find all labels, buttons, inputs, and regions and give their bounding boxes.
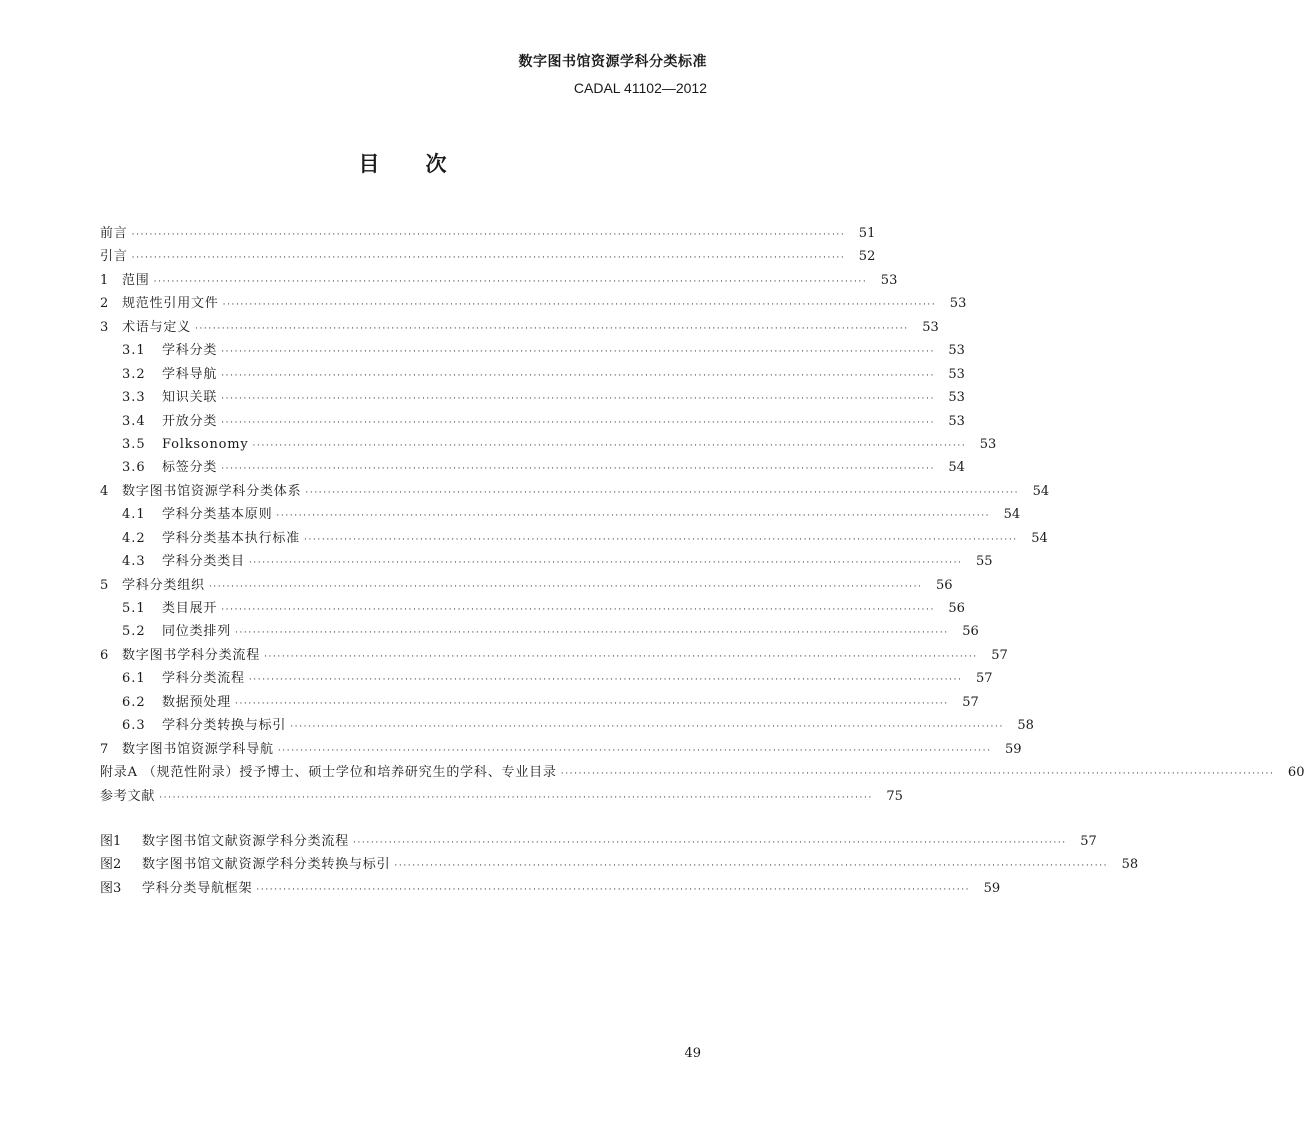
- toc-entry-number: 图1: [100, 833, 122, 849]
- dot-leader: ································································································································································: [277, 745, 992, 756]
- toc-entry-label: 数字图书馆资源学科导航: [122, 741, 274, 757]
- dot-leader: ································································································································································: [221, 370, 935, 381]
- toc-entry-page: 57: [962, 694, 979, 710]
- dot-leader: ································································································································································: [353, 837, 1067, 848]
- toc-entry[interactable]: [100, 386, 965, 409]
- toc-entry[interactable]: [100, 245, 876, 268]
- toc-entry-number: 3: [100, 319, 109, 335]
- toc-entry-page: 57: [976, 671, 993, 687]
- toc-entry-page: 54: [1032, 483, 1050, 499]
- toc-entry-page: 56: [962, 624, 979, 640]
- toc-entry-label: 标签分类: [162, 460, 218, 476]
- dot-leader: ································································································································································: [235, 698, 949, 709]
- dot-leader: ································································································································································: [256, 884, 971, 895]
- toc-entry[interactable]: [100, 527, 1048, 550]
- toc-entry-page: 55: [976, 554, 993, 570]
- toc-entry-label: 开放分类: [162, 413, 218, 429]
- dot-leader: ································································································································································: [560, 769, 1275, 780]
- toc-entry-page: 53: [948, 390, 965, 406]
- dot-leader: ································································································································································: [304, 534, 1018, 545]
- toc-entry-label: 同位类排列: [162, 624, 232, 640]
- dot-leader: ································································································································································: [131, 230, 846, 240]
- toc-entry-label: 数据预处理: [162, 694, 232, 710]
- toc-entry-page: 53: [922, 319, 939, 335]
- toc-entry[interactable]: [100, 644, 1008, 667]
- toc-entry-page: 52: [858, 249, 876, 265]
- toc-entry-label: 参考文献: [100, 788, 156, 804]
- toc-entry-number: 7: [100, 741, 109, 757]
- toc-entry-number: 6.3: [122, 718, 146, 734]
- toc-sections: [100, 222, 1304, 808]
- dot-leader: ································································································································································: [235, 628, 949, 639]
- toc-entry-label: 类目展开: [162, 601, 218, 616]
- toc-entry-label: 数字图书学科分类流程: [122, 647, 261, 663]
- dot-leader: ································································································································································: [221, 417, 935, 428]
- toc-entry-number: 2: [100, 296, 109, 312]
- toc-entry-page: 59: [1005, 741, 1022, 757]
- toc-entry-number: 4.1: [122, 507, 146, 523]
- toc-entry-page: 54: [1003, 507, 1021, 523]
- toc-entry-number: 图2: [100, 857, 122, 873]
- toc-entry-number: 3.5: [122, 436, 146, 452]
- toc-entry[interactable]: [100, 853, 1139, 876]
- toc-entry[interactable]: [100, 550, 993, 573]
- toc-entry-page: 75: [886, 788, 903, 804]
- toc-entry-label: 学科分类组织: [122, 577, 205, 593]
- toc-entry-number: 3.4: [122, 413, 146, 429]
- toc-entry[interactable]: [100, 503, 1021, 526]
- dot-leader: ································································································································································: [276, 511, 991, 522]
- toc-entry-label: 学科分类导航框架: [142, 880, 253, 896]
- toc-entry-page: 53: [949, 296, 967, 312]
- toc-entry-label: 数字图书馆资源学科分类体系: [122, 483, 302, 499]
- toc-entry-number: 5.1: [122, 601, 146, 616]
- toc-entry-label: 范围: [122, 272, 150, 288]
- dot-leader: ································································································································································: [221, 394, 935, 405]
- toc-figures: [100, 830, 1139, 900]
- toc-entry[interactable]: [100, 597, 965, 620]
- page-number: 49: [684, 1046, 701, 1061]
- toc-entry-page: 53: [948, 413, 965, 429]
- toc-entry-label: 学科分类: [162, 343, 218, 359]
- toc-entry[interactable]: [100, 480, 1050, 503]
- toc-entry[interactable]: [100, 877, 1001, 900]
- toc-entry-label: 学科分类基本执行标准: [162, 530, 301, 546]
- toc-entry-number: 6.2: [122, 694, 146, 710]
- toc-entry[interactable]: [100, 691, 979, 714]
- dot-leader: ································································································································································: [305, 487, 1020, 498]
- toc-entry-label: 学科分类类目: [162, 554, 245, 570]
- toc-entry-label: 数字图书馆文献资源学科分类流程: [142, 833, 350, 849]
- toc-entry-page: 54: [948, 460, 965, 476]
- toc-entry-label: 知识关联: [162, 390, 218, 406]
- dot-leader: ································································································································································: [252, 440, 967, 451]
- toc-entry-page: 53: [880, 272, 898, 288]
- toc-entry-label: 附录A （规范性附录）授予博士、硕士学位和培养研究生的学科、专业目录: [100, 765, 557, 781]
- toc-entry-number: 6: [100, 647, 109, 663]
- toc-entry-number: 3.3: [122, 390, 146, 406]
- toc-entry-page: 60: [1287, 765, 1304, 781]
- dot-leader: ································································································································································: [222, 300, 937, 311]
- toc-entry[interactable]: [100, 785, 903, 808]
- toc-entry-number: 4: [100, 483, 109, 499]
- toc-entry-page: 56: [936, 577, 953, 593]
- toc-entry-number: 3.2: [122, 366, 146, 382]
- toc-entry[interactable]: [100, 339, 965, 362]
- page-title: 目次: [358, 152, 493, 176]
- toc-entry[interactable]: [100, 269, 898, 292]
- toc-entry[interactable]: [100, 714, 1034, 737]
- toc-entry-label: 学科分类转换与标引: [162, 718, 287, 734]
- toc-entry-page: 51: [858, 226, 876, 241]
- toc-entry[interactable]: [100, 620, 979, 643]
- toc-entry-page: 58: [1017, 718, 1034, 734]
- dot-leader: ································································································································································: [394, 861, 1109, 872]
- toc-entry[interactable]: [100, 761, 1304, 784]
- toc-entry[interactable]: [100, 667, 993, 690]
- toc-entry-label: 学科导航: [162, 366, 218, 382]
- toc-entry-label: Folksonomy: [162, 436, 249, 452]
- dot-leader: ································································································································································: [248, 558, 963, 569]
- toc-entry[interactable]: [100, 316, 939, 339]
- toc-entry[interactable]: [100, 830, 1097, 853]
- standard-title: 数字图书馆资源学科分类标准: [518, 54, 707, 70]
- toc-entry-page: 54: [1031, 530, 1048, 546]
- toc-entry-page: 57: [991, 647, 1008, 663]
- toc-entry-page: 53: [948, 343, 965, 359]
- toc-entry-label: 术语与定义: [122, 319, 192, 335]
- toc-entry-number: 5.2: [122, 624, 146, 640]
- toc-entry-number: 5: [100, 577, 109, 593]
- toc-entry-page: 58: [1121, 857, 1139, 873]
- toc-entry-label: 学科分类基本原则: [162, 507, 273, 523]
- toc-entry-number: 3.1: [122, 343, 146, 359]
- toc-entry-label: 数字图书馆文献资源学科分类转换与标引: [142, 857, 391, 873]
- toc-entry-page: 53: [948, 366, 965, 382]
- toc-entry-page: 57: [1080, 833, 1097, 849]
- toc-entry[interactable]: [100, 363, 965, 386]
- toc-entry[interactable]: [100, 410, 965, 433]
- toc-entry-label: 规范性引用文件: [122, 296, 219, 312]
- standard-header: [519, 52, 708, 98]
- dot-leader: ································································································································································: [195, 323, 909, 334]
- toc-entry-page: 53: [979, 436, 997, 452]
- toc-entry-label: 前言: [100, 226, 128, 241]
- dot-leader: ································································································································································: [248, 675, 963, 686]
- toc-entry[interactable]: [100, 292, 967, 315]
- dot-leader: ································································································································································: [131, 253, 846, 264]
- toc-entry-number: 图3: [100, 880, 122, 896]
- toc-entry-page: 56: [948, 601, 965, 616]
- table-of-contents: [100, 222, 1304, 900]
- dot-leader: ································································································································································: [264, 651, 978, 662]
- dot-leader: ································································································································································: [221, 347, 935, 358]
- standard-code: CADAL 41102—2012: [573, 80, 707, 96]
- toc-entry-label: 学科分类流程: [162, 671, 245, 687]
- dot-leader: ································································································································································: [208, 581, 923, 592]
- toc-entry-number: 6.1: [122, 671, 146, 687]
- toc-entry-page: 59: [983, 880, 1001, 896]
- toc-entry[interactable]: [100, 738, 1022, 761]
- toc-entry-number: 3.6: [122, 460, 146, 476]
- dot-leader: ································································································································································: [290, 722, 1004, 733]
- toc-entry[interactable]: [100, 574, 953, 597]
- dot-leader: ································································································································································: [153, 276, 868, 287]
- toc-entry-number: 4.2: [122, 530, 146, 546]
- toc-entry-number: 4.3: [122, 554, 146, 570]
- toc-entry-label: 引言: [100, 249, 128, 265]
- toc-entry[interactable]: [100, 456, 965, 479]
- toc-entry[interactable]: [100, 433, 997, 456]
- dot-leader: ································································································································································: [159, 792, 873, 803]
- dot-leader: ································································································································································: [221, 464, 935, 475]
- toc-entry-number: 1: [100, 272, 109, 288]
- toc-entry[interactable]: [100, 222, 876, 245]
- dot-leader: ································································································································································: [221, 605, 935, 615]
